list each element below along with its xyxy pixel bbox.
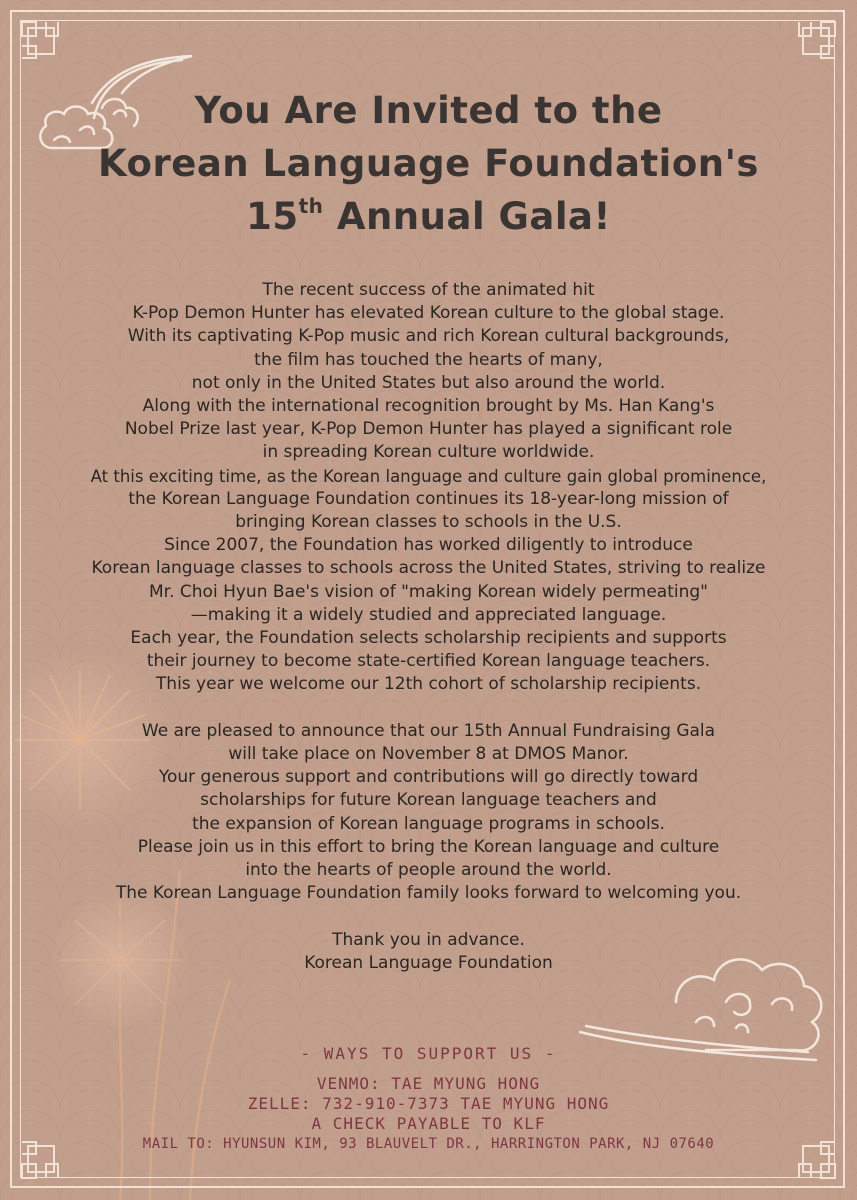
title-gala-text: Annual Gala!	[336, 195, 611, 238]
support-section	[0, 1044, 857, 1154]
body-line: The Korean Language Foundation family looks forward to welcoming you.	[115, 883, 742, 904]
body-line: Please join us in this effort to bring the Korean language and culture	[137, 836, 720, 857]
body-line: scholarships for future Korean language teachers and	[200, 790, 657, 811]
title-line-3	[0, 190, 857, 243]
closing-block	[20, 929, 837, 975]
body-line: Your generous support and contributions will go directly toward	[158, 767, 699, 788]
body-line: We are pleased to announce that our 15th Annual Fundraising Gala	[141, 720, 716, 741]
paragraph-intro	[20, 279, 837, 697]
title-line-1: You Are Invited to the	[194, 89, 663, 132]
title-ordinal-suffix: th	[298, 194, 324, 218]
body-line: Since 2007, the Foundation has worked diligently to introduce	[164, 535, 693, 556]
paragraph-gap	[20, 905, 837, 928]
support-venmo: VENMO: TAE MYUNG HONG	[316, 1074, 541, 1093]
body-line: not only in the United States but also around the world.	[191, 372, 666, 393]
invitation-title	[0, 84, 857, 243]
body-line: into the hearts of people around the world.	[245, 860, 612, 881]
body-line: the Korean Language Foundation continues its 18-year-long mission of	[128, 488, 729, 509]
support-mail-address: MAIL TO: HYUNSUN KIM, 93 BLAUVELT DR., HARRINGTON PARK, NJ 07640	[142, 1136, 715, 1152]
title-line-2: Korean Language Foundation's	[98, 142, 759, 185]
body-line: Mr. Choi Hyun Bae's vision of "making Korean widely permeating"	[149, 581, 708, 602]
body-line: Along with the international recognition brought by Ms. Han Kang's	[142, 396, 715, 417]
body-line: With its captivating K-Pop music and rich Korean cultural backgrounds,	[127, 326, 730, 347]
body-line: Korean language classes to schools across the United States, striving to realize	[91, 558, 766, 579]
closing-line: Thank you in advance.	[332, 929, 525, 950]
body-line: the expansion of Korean language programs in schools.	[192, 813, 665, 834]
paragraph-gap	[20, 697, 837, 720]
corner-ornament-top-right	[791, 18, 839, 66]
body-line: This year we welcome our 12th cohort of scholarship recipients.	[155, 674, 702, 695]
body-line: At this exciting time, as the Korean language and culture gain global prominence,	[90, 466, 767, 486]
body-line: in spreading Korean culture worldwide.	[262, 442, 595, 463]
body-line: bringing Korean classes to schools in the U.S.	[235, 512, 622, 533]
title-gala-number: 15	[246, 195, 299, 238]
support-check: A CHECK PAYABLE TO KLF	[311, 1114, 546, 1133]
body-line: their journey to become state-certified Korean language teachers.	[146, 651, 711, 672]
signature-line: Korean Language Foundation	[304, 952, 553, 973]
support-zelle: ZELLE: 732-910-7373 TAE MYUNG HONG	[247, 1094, 610, 1113]
body-line: —making it a widely studied and appreciated language.	[190, 604, 667, 625]
body-line: Each year, the Foundation selects scholarship recipients and supports	[130, 628, 727, 649]
body-line: Nobel Prize last year, K-Pop Demon Hunter has played a significant role	[124, 419, 733, 440]
support-heading: - WAYS TO SUPPORT US -	[300, 1044, 557, 1063]
body-line: will take place on November 8 at DMOS Manor.	[228, 744, 629, 765]
invitation-body	[20, 279, 837, 975]
body-line: the film has touched the hearts of many,	[254, 349, 603, 370]
paragraph-announcement	[20, 720, 837, 906]
body-line: The recent success of the animated hit	[262, 280, 595, 300]
body-line: K-Pop Demon Hunter has elevated Korean culture to the global stage.	[132, 303, 725, 324]
